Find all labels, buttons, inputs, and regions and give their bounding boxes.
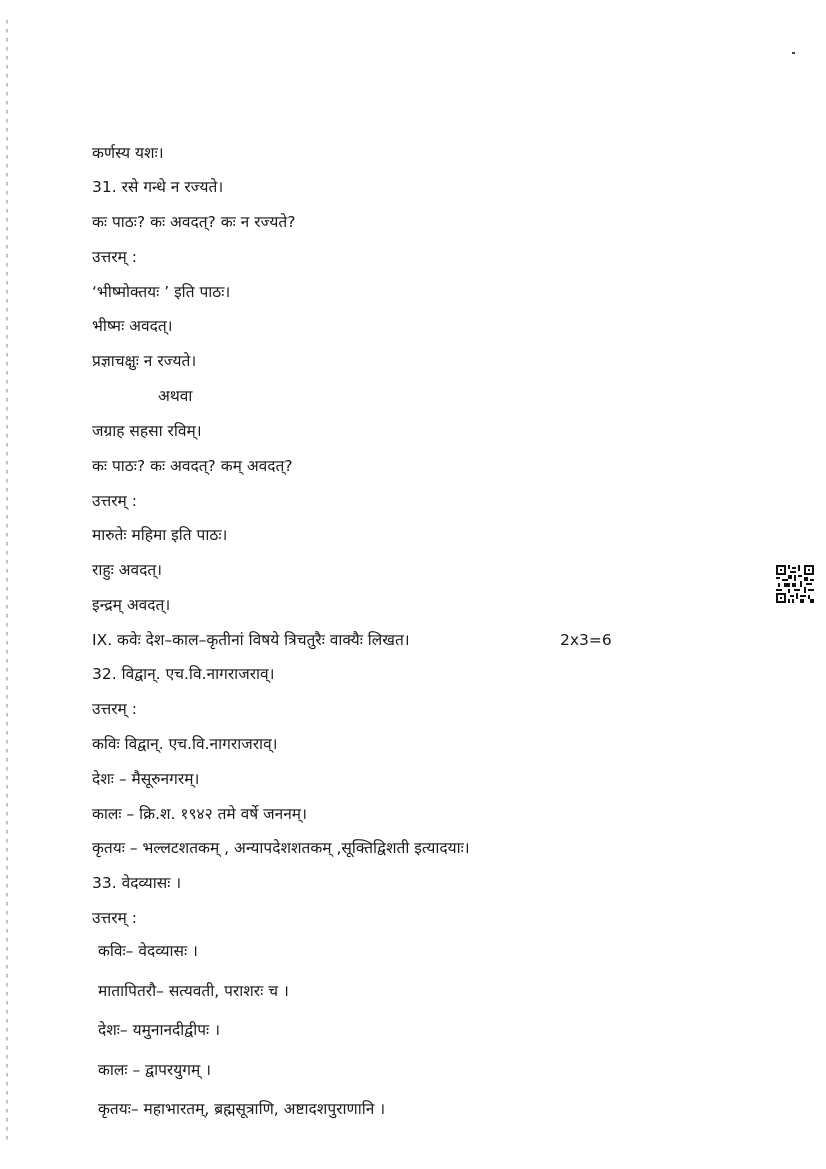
qr-code-icon bbox=[776, 565, 814, 603]
text-line-7: प्रज्ञाचक्षुः न रज्यते। bbox=[92, 352, 197, 370]
text-line-26: देशः– यमुनानदीद्वीपः । bbox=[98, 1021, 220, 1039]
question-31: 31. रसे गन्धे न रज्यते। bbox=[92, 178, 224, 196]
text-line-1: कर्णस्य यशः। bbox=[92, 144, 164, 162]
scan-speck bbox=[792, 52, 795, 54]
text-line-5: ‘भीष्मोक्तयः ’ इति पाठः। bbox=[92, 283, 231, 301]
question-32: 32. विद्वान्. एच.वि.नागराजराव्। bbox=[92, 665, 275, 683]
athava-label: अथवा bbox=[158, 387, 193, 405]
text-line-25: मातापितरौ– सत्यवती, पराशरः च । bbox=[98, 982, 289, 1000]
text-line-3: कः पाठः? कः अवदत्? कः न रज्यते? bbox=[92, 213, 296, 231]
question-33: 33. वेदव्यासः । bbox=[92, 874, 182, 892]
text-line-21: कृतयः – भल्लटशतकम् , अन्यापदेशशतकम् ,सूक्तिद्विशती इत्यादयाः। bbox=[92, 839, 470, 857]
answer-heading: उत्तरम् : bbox=[92, 700, 137, 718]
text-line-6: भीष्मः अवदत्। bbox=[92, 317, 173, 335]
text-line-24: कविः– वेदव्यासः । bbox=[98, 942, 198, 960]
marks-label: 2x3=6 bbox=[560, 631, 612, 649]
scan-margin-dots bbox=[6, 20, 8, 1140]
text-line-12: मारुतेः महिमा इति पाठः। bbox=[92, 526, 228, 544]
text-line-14: इन्द्रम् अवदत्। bbox=[92, 596, 171, 614]
text-line-28: कृतयः– महाभारतम्, ब्रह्मसूत्राणि, अष्टादशपुराणानि । bbox=[98, 1100, 386, 1118]
text-line-13: राहुः अवदत्। bbox=[92, 561, 163, 579]
text-line-10: कः पाठः? कः अवदत्? कम् अवदत्? bbox=[92, 457, 293, 475]
text-line-18: कविः विद्वान्. एच.वि.नागराजराव्। bbox=[92, 735, 278, 753]
answer-heading: उत्तरम् : bbox=[92, 909, 137, 927]
text-line-27: कालः – द्वापरयुगम् । bbox=[98, 1061, 212, 1079]
answer-heading: उत्तरम् : bbox=[92, 248, 137, 266]
answer-heading: उत्तरम् : bbox=[92, 492, 137, 510]
text-line-9: जग्राह सहसा रविम्। bbox=[92, 422, 202, 440]
section-ix-heading: IX. कवेः देश–काल–कृतीनां विषये त्रिचतुरैः वाक्यैः लिखत। bbox=[92, 631, 410, 649]
text-line-20: कालः – क्रि.श. १९४२ तमे वर्षे जननम्। bbox=[92, 805, 307, 823]
text-line-19: देशः – मैसूरुनगरम्। bbox=[92, 770, 200, 788]
